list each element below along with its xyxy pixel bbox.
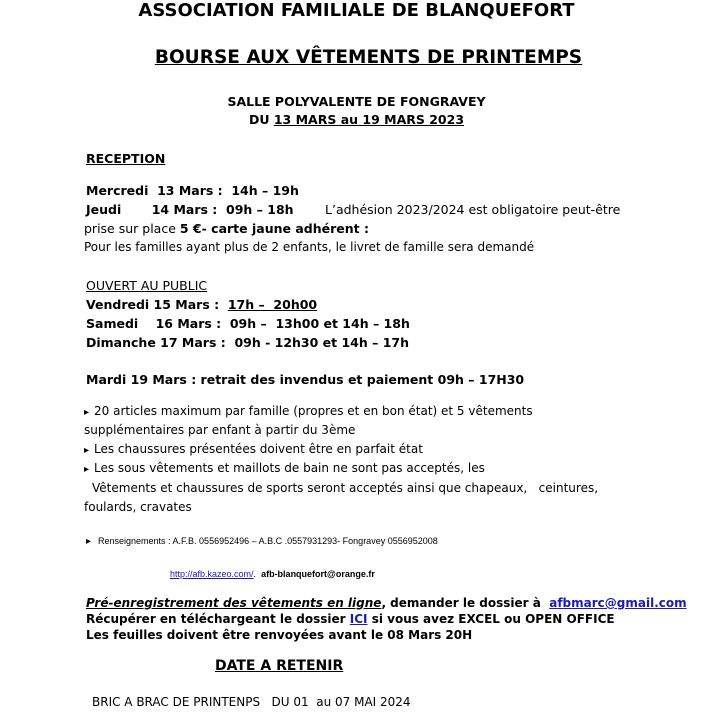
bullet-arrow-icon: ▸ (84, 445, 90, 456)
bullet-arrow-icon: ▸ (86, 536, 92, 547)
rule-2 (84, 442, 423, 457)
event-title: BOURSE AUX VÊTEMENTS DE PRINTEMPS (154, 47, 583, 68)
rule-2-text: Les chaussures présentées doivent être en parfait état (94, 442, 423, 456)
separator: . (253, 569, 262, 579)
web-contact (170, 569, 375, 580)
registration-line-3: Les feuilles doivent être renvoyées avant le 08 Mars 20H (86, 628, 473, 642)
public-line-2: Samedi 16 Mars : 09h – 13h00 et 14h – 18h (86, 316, 410, 331)
withdrawal-line: Mardi 19 Mars : retrait des invendus et paiement 09h – 17H30 (86, 372, 525, 387)
rule-3-cont-2: foulards, cravates (84, 500, 192, 514)
rule-3-text: Les sous vêtements et maillots de bain ne sont pas acceptés, les (94, 461, 485, 475)
contact-text: Renseignements : A.F.B. 0556952496 – A.B.C .0557931293- Fongravey 0556952008 (98, 536, 438, 546)
event-dates (0, 112, 713, 127)
download-link[interactable]: ICI (349, 612, 368, 626)
public-title: OUVERT AU PUBLIC (86, 278, 208, 293)
save-the-date-event: BRIC A BRAC DE PRINTENPS DU 01 au 07 MAI 2024 (92, 695, 411, 709)
reception-line-2-day: Jeudi 14 Mars : 09h – 18h (86, 202, 294, 217)
public-line-3: Dimanche 17 Mars : 09h - 12h30 et 14h – 17h (86, 335, 410, 350)
reception-line-1: Mercredi 13 Mars : 14h – 19h (86, 183, 299, 198)
registration-email-link[interactable]: afbmarc@gmail.com (549, 596, 687, 610)
rule-3-cont: Vêtements et chaussures de sports seront acceptés ainsi que chapeaux, ceintures, (92, 481, 599, 495)
bullet-arrow-icon: ▸ (84, 407, 90, 418)
registration-lead: Pré-enregistrement des vêtements en ligne (86, 596, 382, 610)
registration-line-1 (86, 596, 687, 610)
contact-email[interactable]: afb-blanquefort@orange.fr (261, 569, 375, 579)
dates-range: 13 MARS au 19 MARS 2023 (273, 112, 465, 127)
reception-line-3-start: prise sur place (84, 221, 180, 236)
membership-card: 5 €- carte jaune adhérent : (179, 221, 369, 236)
save-the-date-title: DATE A RETENIR (215, 658, 344, 674)
venue: SALLE POLYVALENTE DE FONGRAVEY (227, 94, 486, 109)
bullet-arrow-icon: ▸ (84, 464, 90, 475)
rule-1-text: 20 articles maximum par famille (propres et en bon état) et 5 vêtements (94, 404, 533, 418)
public-line-1 (86, 297, 317, 312)
public-line-1-day: Vendredi 15 Mars : (86, 297, 228, 312)
rule-1-cont: supplémentaires par enfant à partir du 3ème (84, 423, 356, 437)
registration-line-2 (86, 612, 615, 626)
dates-prefix: DU (248, 112, 274, 127)
membership-note: L’adhésion 2023/2024 est obligatoire peut-être (325, 202, 621, 217)
rule-3 (84, 461, 485, 476)
registration-line-2-end: si vous avez EXCEL ou OPEN OFFICE (367, 612, 615, 626)
reception-line-3 (84, 221, 369, 236)
association-name: ASSOCIATION FAMILIALE DE BLANQUEFORT (138, 0, 575, 21)
family-booklet-note: Pour les familles ayant plus de 2 enfants, le livret de famille sera demandé (84, 240, 535, 254)
registration-lead-rest: , demander le dossier à (381, 596, 550, 610)
website-link[interactable]: http://afb.kazeo.com/ (170, 569, 254, 579)
reception-title: RECEPTION (86, 151, 166, 166)
contact-info (86, 536, 438, 548)
rule-1 (84, 404, 533, 419)
public-line-1-time: 17h – 20h00 (227, 297, 318, 312)
registration-line-2-start: Récupérer en téléchargeant le dossier (86, 612, 350, 626)
